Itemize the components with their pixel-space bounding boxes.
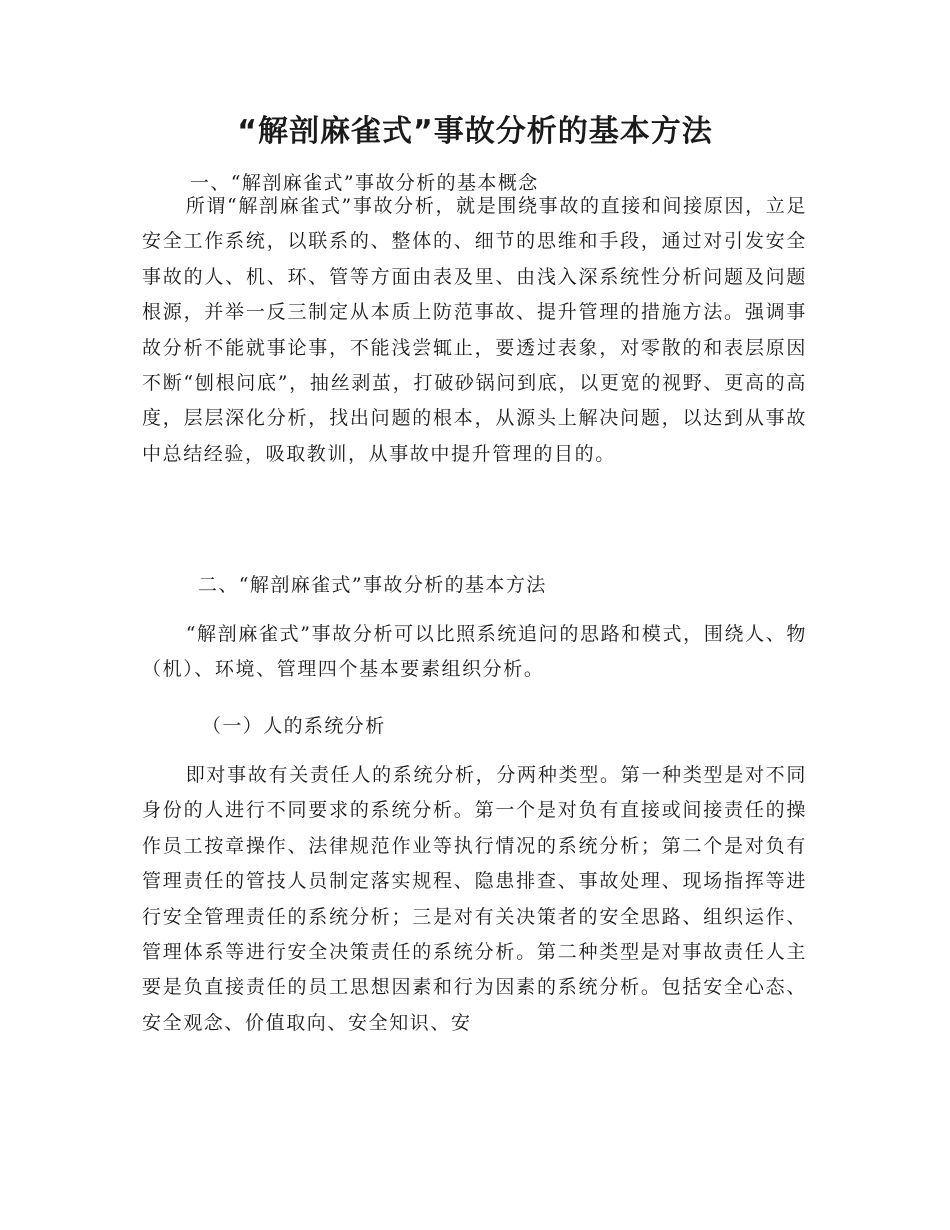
- section-heading-concept: 一、“解剖麻雀式”事故分析的基本概念: [190, 172, 539, 194]
- document-title: “解剖麻雀式”事故分析的基本方法: [237, 114, 713, 149]
- paragraph-concept: 所谓“解剖麻雀式”事故分析，就是围绕事故的直接和间接原因，立足安全工作系统，以联系的、整体的、细节的思维和手段，通过对引发安全事故的人、机、环、管等方面由表及里、由浅入深系统性分析问题及问题根源，并举一反三制定从本质上防范事故、提升管理的措施方法。强调事故分析不能就事论事，不能浅尝辄止，要透过表象，对零散的和表层原因不断“刨根问底”，抽丝剥茧，打破砂锅问到底，以更宽的视野、更高的高度，层层深化分析，找出问题的根本，从源头上解决问题，以达到从事故中总结经验，吸取教训，从事故中提升管理的目的。: [142, 195, 807, 465]
- section-heading-method: 二、“解剖麻雀式”事故分析的基本方法: [198, 574, 547, 596]
- paragraph-method-intro: “解剖麻雀式”事故分析可以比照系统追问的思路和模式，围绕人、物（机）、环境、管理四个基本要素组织分析。: [142, 623, 807, 681]
- subsection-heading-person: （一）人的系统分析: [202, 715, 386, 737]
- paragraph-person-analysis: 即对事故有关责任人的系统分析，分两种类型。第一种类型是对不同身份的人进行不同要求的系统分析。第一个是对负有直接或间接责任的操作员工按章操作、法律规范作业等执行情况的系统分析；第二个是对负有管理责任的管技人员制定落实规程、隐患排查、事故处理、现场指挥等进行安全管理责任的系统分析；三是对有关决策者的安全思路、组织运作、管理体系等进行安全决策责任的系统分析。第二种类型是对事故责任人主要是负直接责任的员工思想因素和行为因素的系统分析。包括安全心态、安全观念、价值取向、安全知识、安: [142, 764, 807, 1034]
